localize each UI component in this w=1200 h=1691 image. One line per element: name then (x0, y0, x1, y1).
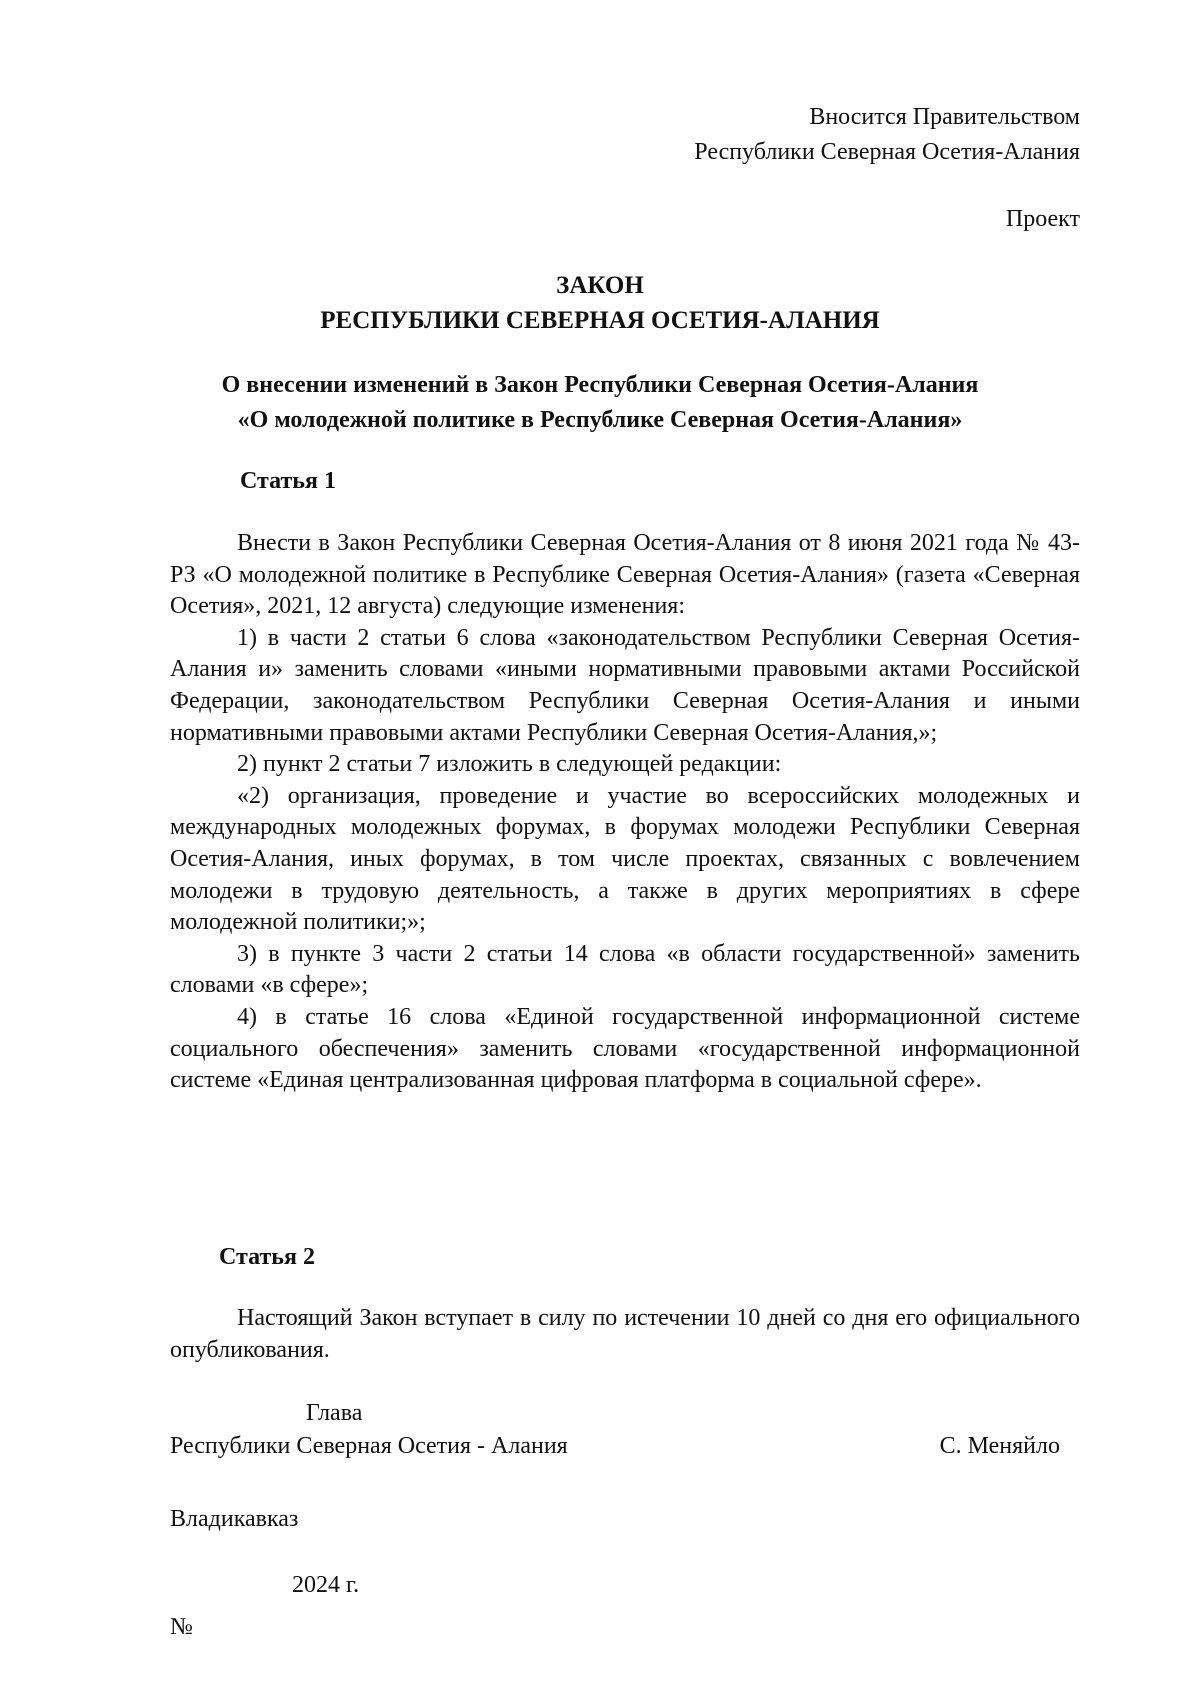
law-subject-line-1: О внесении изменений в Закон Республики Северная Осетия-Алания (221, 372, 979, 398)
document-number-label: № (170, 1614, 193, 1640)
law-subject (0, 368, 1200, 438)
law-title-line-2: РЕСПУБЛИКИ СЕВЕРНАЯ ОСЕТИЯ-АЛАНИЯ (320, 307, 880, 334)
law-title-line-1: ЗАКОН (556, 272, 644, 299)
article-1-item-2: 2) пункт 2 статьи 7 изложить в следующей редакции: (237, 751, 782, 778)
article-1-item-3: 3) в пункте 3 части 2 статьи 14 слова «в области государственной» заменить словами «в сфере»; (170, 940, 1080, 999)
article-2-heading: Статья 2 (219, 1244, 315, 1270)
city-name: Владикавказ (170, 1506, 299, 1532)
law-title (0, 268, 1200, 338)
article-1-item-1: 1) в части 2 статьи 6 слова «законодательством Республики Северная Осетия-Алания и» заменить словами «иными нормативными правовыми актами Российской Федерации, законодательством Республики Северная Осетия-Алания и иными нормативными правовыми актами Республики Северная Осетия-Алания,»; (170, 624, 1080, 746)
law-subject-line-2: «О молодежной политике в Республике Северная Осетия-Алания» (237, 407, 963, 433)
article-1-item-2-text: «2) организация, проведение и участие во всероссийских молодежных и международных молодежных форумах, в форумах молодежи Республики Северная Осетия-Алания, иных форумах, в том числе проектах, связанных с вовлечением молодежи в трудовую деятельность, а также в других мероприятиях в сфере молодежной политики;»; (170, 782, 1080, 936)
submitter-line-1: Вносится Правительством (809, 104, 1080, 130)
signature-org: Республики Северная Осетия - Алания (170, 1433, 568, 1459)
draft-label: Проект (1005, 206, 1080, 232)
signature-name: С. Меняйло (939, 1433, 1060, 1459)
signature-title: Глава (306, 1400, 363, 1426)
submitter-line-2: Республики Северная Осетия-Алания (694, 139, 1080, 165)
article-2-text: Настоящий Закон вступает в силу по истечении 10 дней со дня его официального опубликования. (170, 1305, 1080, 1363)
article-1-item-4: 4) в статье 16 слова «Единой государственной информационной системе социального обеспечения» заменить словами «государственной информационной системе «Единая централизованная цифровая платформа в социальной сфере». (170, 1003, 1080, 1094)
submitter-block (694, 100, 1080, 170)
article-2-body (170, 1303, 1080, 1366)
article-1-body (170, 528, 1080, 1097)
article-1-heading: Статья 1 (240, 468, 336, 494)
article-1-intro: Внести в Закон Республики Северная Осетия-Алания от 8 июня 2021 года № 43-РЗ «О молодежной политике в Республике Северная Осетия-Алания» (газета «Северная Осетия», 2021, 12 августа) следующие изменения: (170, 530, 1080, 620)
document-year: 2024 г. (292, 1572, 360, 1598)
